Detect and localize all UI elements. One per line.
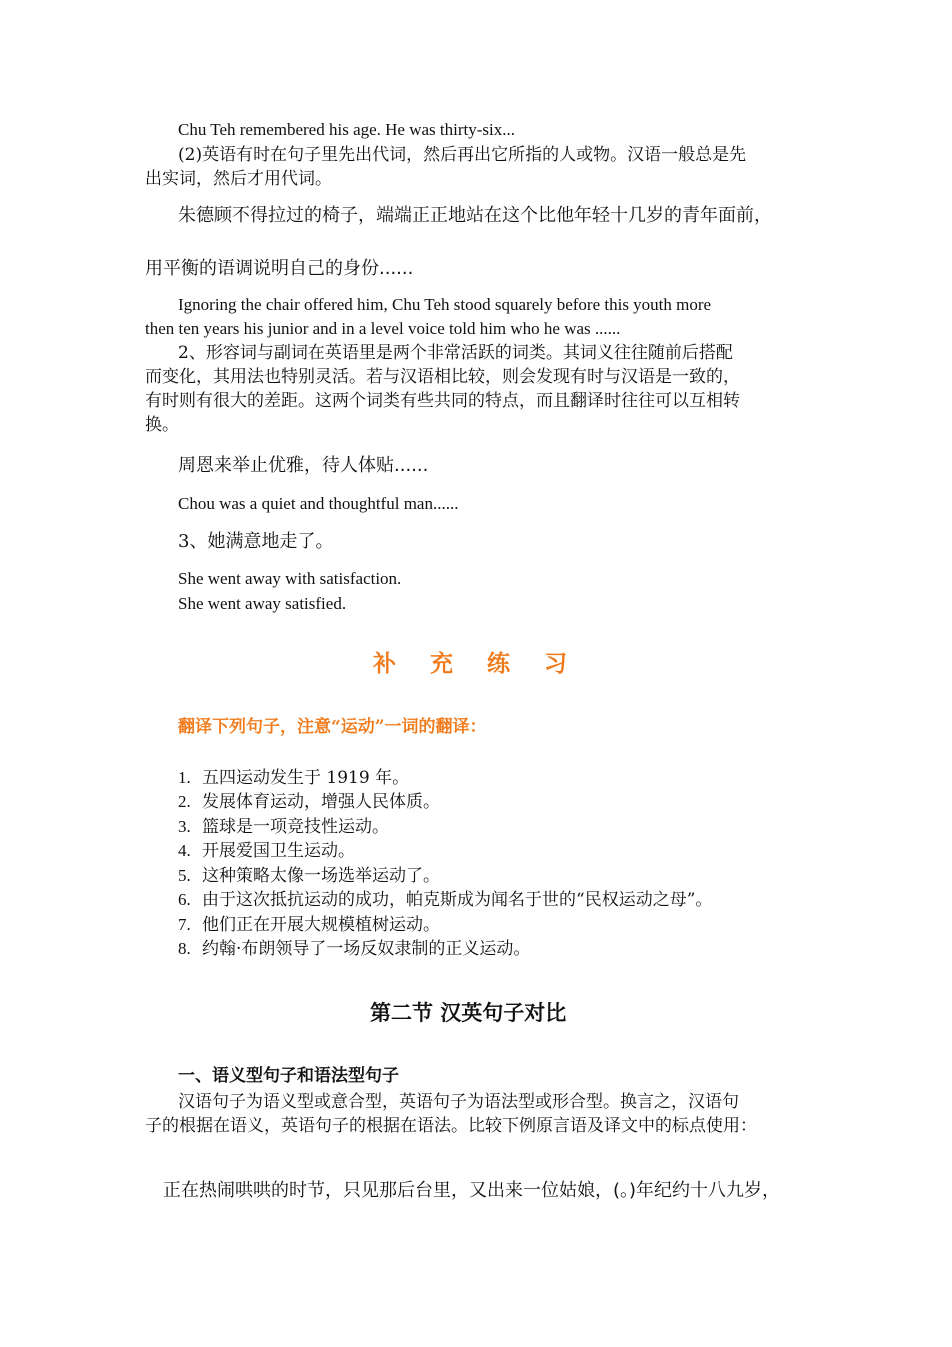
exercise-item — [178, 839, 355, 863]
exercise-item-text: 篮球是一项竞技性运动。 — [202, 817, 389, 837]
exercise-item — [178, 937, 530, 961]
exercise-item-number: 1. — [178, 768, 191, 787]
item-3-text: 她满意地走了。 — [207, 531, 334, 552]
exercise-item-text: 五四运动发生于 1919 年。 — [202, 768, 410, 788]
subsection-paragraph-line-1: 汉语句子为语义型或意合型，英语句子为语法型或形合型。换言之，汉语句 — [178, 1092, 739, 1112]
section-2-paragraph-line-4: 换。 — [145, 415, 179, 435]
section-2-paragraph-line-1: 2、形容词与副词在英语里是两个非常活跃的词类。其词义往往随前后搭配 — [178, 343, 733, 363]
exercise-item-text: 开展爱国卫生运动。 — [202, 841, 355, 861]
subsection-title: 一、语义型句子和语法型句子 — [178, 1066, 399, 1086]
item-3-example — [178, 530, 333, 554]
point-2-line-1: (2)英语有时在句子里先出代词，然后再出它所指的人或物。汉语一般总是先 — [178, 145, 747, 165]
point-2-line-2: 出实词，然后才用代词。 — [145, 169, 332, 189]
subsection-paragraph-line-2: 子的根据在语义，英语句子的根据在语法。比较下例原言语及译文中的标点使用： — [145, 1116, 757, 1136]
exercise-item — [178, 815, 389, 839]
exercise-item-text: 他们正在开展大规模植树运动。 — [202, 915, 440, 935]
ignoring-translation-line-1: Ignoring the chair offered him, Chu Teh stood squarely before this youth more — [178, 295, 712, 314]
zhou-enlai-example: 周恩来举止优雅，待人体贴...... — [178, 455, 429, 476]
chou-translation: Chou was a quiet and thoughtful man...... — [178, 494, 459, 513]
chu-teh-age-sentence: Chu Teh remembered his age. He was thirty-six... — [178, 120, 515, 139]
exercise-item-text: 发展体育运动，增强人民体质。 — [202, 792, 440, 812]
exercise-item-number: 8. — [178, 939, 191, 958]
exercise-item — [178, 888, 712, 912]
exercise-item-number: 5. — [178, 866, 191, 885]
exercise-item — [178, 864, 440, 888]
exercise-prompt: 翻译下列句子，注意“运动”一词的翻译： — [178, 717, 487, 737]
section-title: 第二节 汉英句子对比 — [370, 1001, 567, 1025]
zhu-de-example-line-2: 用平衡的语调说明自己的身份...... — [145, 258, 414, 279]
ignoring-translation-line-2: then ten years his junior and in a level voice told him who he was ...... — [145, 319, 621, 338]
exercise-item — [178, 790, 440, 814]
item-3-number: 3、 — [178, 531, 208, 552]
exercise-item-text: 由于这次抵抗运动的成功，帕克斯成为闻名于世的“民权运动之母”。 — [202, 890, 713, 910]
satisfaction-translation: She went away with satisfaction. — [178, 569, 402, 588]
exercise-item — [178, 913, 440, 937]
exercise-item-number: 7. — [178, 915, 191, 934]
punctuation-example-line: 正在热闹哄哄的时节，只见那后台里，又出来一位姑娘，(。)年纪约十八九岁， — [163, 1180, 781, 1201]
exercise-item-number: 3. — [178, 817, 191, 836]
exercise-item-number: 6. — [178, 890, 191, 909]
satisfied-translation: She went away satisfied. — [178, 594, 347, 613]
section-2-paragraph-line-3: 有时则有很大的差距。这两个词类有些共同的特点，而且翻译时往往可以互相转 — [145, 391, 740, 411]
exercise-item-text: 这种策略太像一场选举运动了。 — [202, 866, 440, 886]
exercise-item — [178, 766, 409, 790]
exercise-item-text: 约翰·布朗领导了一场反奴隶制的正义运动。 — [202, 939, 531, 959]
exercise-item-number: 2. — [178, 792, 191, 811]
exercise-title: 补充练习 — [373, 651, 601, 677]
zhu-de-example-line-1: 朱德顾不得拉过的椅子，端端正正地站在这个比他年轻十几岁的青年面前， — [178, 205, 772, 226]
section-2-paragraph-line-2: 而变化，其用法也特别灵活。若与汉语相比较，则会发现有时与汉语是一致的， — [145, 367, 740, 387]
exercise-item-number: 4. — [178, 841, 191, 860]
